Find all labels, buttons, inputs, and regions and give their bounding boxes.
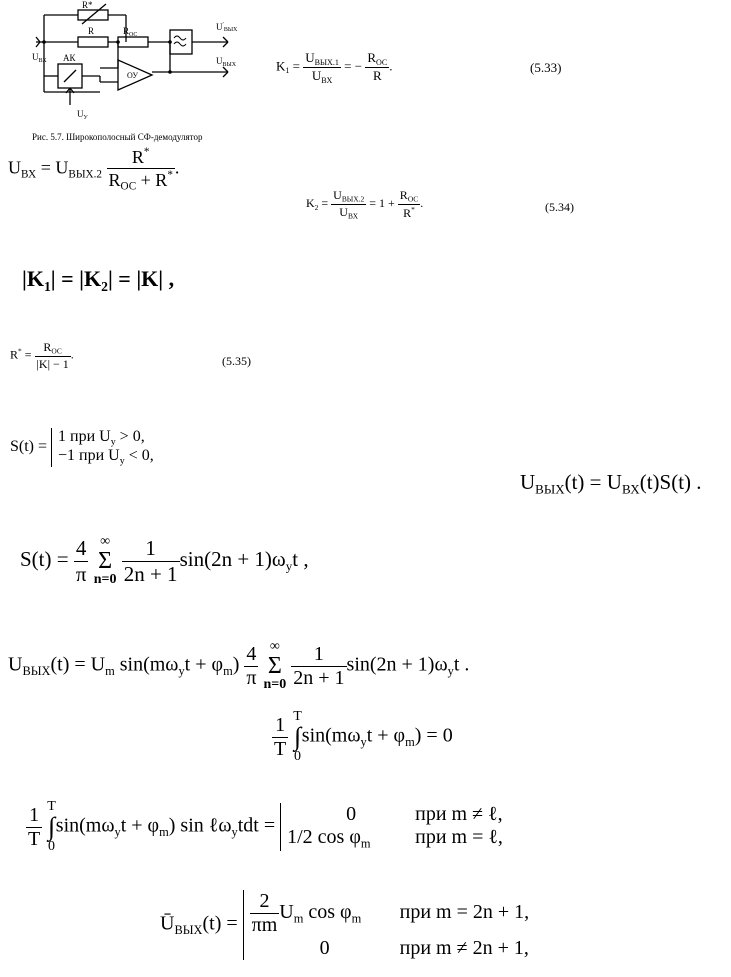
filter-tilde-icon [174,36,186,46]
circuit-diagram [30,0,265,125]
equation-integral-zero: $\frac{1}{T}$ T ∫ 0 $\sin(m\omega_yt + \varphi_m) = 0$ [274,709,453,764]
equation-5-34: $K_2$ = $\frac{U_{ВЫХ.2}}{U_{ВХ}}$ = 1 + $\frac{R_{ОС}}{R^*}$ . [306,188,424,221]
label-u-out-prime: $U'_{ВЫХ}$ [216,22,238,33]
equation-number-5-33: (5.33) [530,60,562,75]
equation-uout-series: $U_{ВЫХ}(t) = U_m$ $\sin(m\omega_yt + \varphi_m)$ $\frac{4}{\pi}$ ∞ Σ n=0 $\frac{1}{2n + 1}$ $\sin(2n + 1)\omega_yt$ . [8,639,470,692]
equation-5-33: $K_1$ = $\frac{U_{ВЫХ.1}}{U_{ВХ}}$ = − $\frac{R_{ОС}}{R}$ . [276,50,393,85]
label-u-in: $U_{ВХ}$ [32,52,47,64]
equation-s-series: S(t) = $\frac{4}{\pi}$ ∞ Σ n=0 $\frac{1}{2n + 1}$ $\sin(2n + 1)\omega_yt$ , [20,534,309,587]
figure-caption: Рис. 5.7. Широкополосный СФ-демодулятор [32,132,203,142]
piecewise-brace: 0 при m ≠ ℓ, 1/2 $\cos \varphi_m$ при m = ℓ, [280,803,503,851]
equation-5-35: R* = $\frac{R_{ОС}}{|K| - 1}$ . [10,340,74,371]
label-oy: ОУ [127,71,138,80]
piecewise-brace: $\frac{2}{\pi m}$ $U_m$ $\cos \varphi_m$ при m = 2n + 1, 0 при m ≠ 2n + 1, [243,890,530,960]
equation-s-piecewise: S(t) = 1 при $U_y > 0$, −1 при $U_y < 0$, [10,428,154,467]
equation-mean-uout: $Ū_{ВЫХ}(t)$ = $\frac{2}{\pi m}$ $U_m$ $\cos \varphi_m$ при m = 2n + 1, 0 при m ≠ 2n + 1, [160,890,530,959]
label-u-ctrl: $U_У$ [77,109,88,121]
equation-integral-cases: $\frac{1}{T}$ T ∫ 0 $\sin(m\omega_yt + \varphi_m)$ sin ℓω$_y$tdt = 0 при m ≠ ℓ, 1/2 $\cos \varphi_m$ при m = ℓ, [28,799,503,854]
equation-number-5-35: (5.35) [222,354,251,368]
equation-number-5-34: (5.34) [545,200,574,214]
piecewise-brace: 1 при $U_y > 0$, −1 при $U_y < 0$, [51,428,154,467]
label-ak: АК [63,53,76,63]
label-u-out: $U_{ВЫХ}$ [216,56,237,68]
label-roc: $R_{ОС}$ [123,26,138,38]
label-r-star: R* [82,0,93,10]
label-r: R [88,26,95,36]
equation-uvx: $U_{ВХ} = U_{ВЫХ.2}$ $\frac{R^*}{R_{ОС} + R^*}$ . [8,146,180,193]
equation-uout: $U_{ВЫХ}(t) = U_{ВХ}(t)S(t)$ . [520,470,702,497]
equation-abs-k: $|K_1| = |K_2| = |K|$ , [22,266,175,294]
